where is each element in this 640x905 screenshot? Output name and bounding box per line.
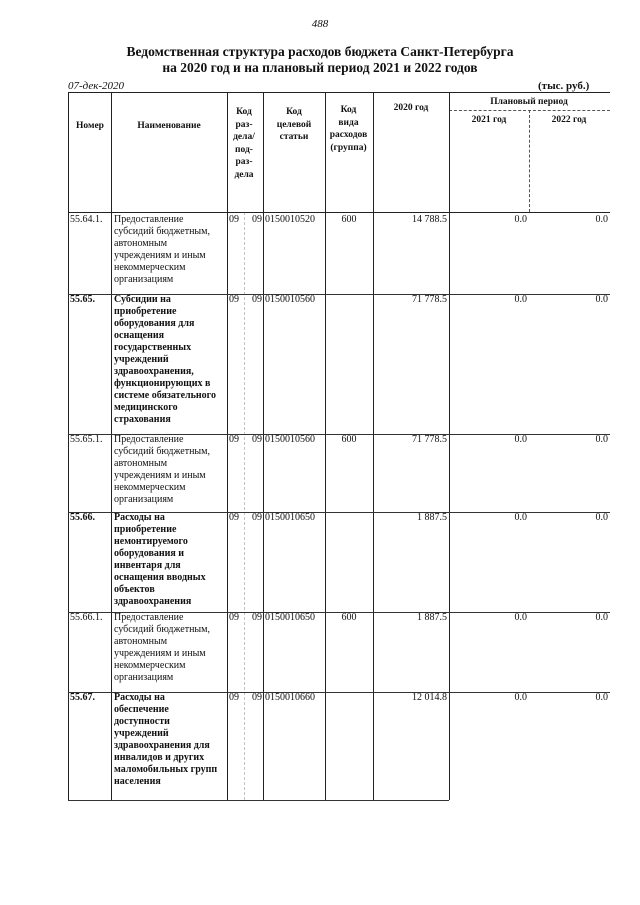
row-target: 0150010560 [265,294,315,305]
row-2021: 0.0 [514,692,527,703]
row-2021: 0.0 [514,214,527,225]
row-number: 55.66.1. [70,612,103,623]
row-name-line: страхования [114,414,171,425]
header-2021: 2021 год [471,115,507,125]
header-section-line: раз- [235,119,253,130]
row-name [114,512,226,608]
header-expense-type-line: вида [338,117,359,128]
header-target-line: Код [286,107,302,117]
page-number: 488 [311,18,329,30]
row-2020: 1 887.5 [417,612,447,623]
row-podrazdel: 09 [252,612,262,623]
header-2022: 2022 год [551,115,587,125]
row-name-line: Расходы на [114,692,165,703]
row-number: 55.66. [70,512,95,523]
row-name [114,612,226,684]
row-target: 0150010560 [265,434,315,445]
row-2020: 71 778.5 [412,434,447,445]
row-name-line: приобретение [114,524,177,535]
row-name-line: Субсидии на [114,294,171,305]
row-name-line: субсидий бюджетным, [114,226,210,237]
table-border [68,92,610,93]
header-expense-type [325,104,372,154]
page-title [0,44,640,76]
row-name-line: приобретение [114,306,177,317]
table-border [263,92,264,800]
budget-table [68,92,610,800]
row-name [114,692,226,788]
row-razdel: 09 [229,512,239,523]
header-section-line: Код [236,107,252,117]
header-target-line: статьи [279,132,309,142]
table-border [111,92,112,800]
table-border [529,110,530,212]
row-name [114,434,226,506]
row-name [114,214,226,286]
row-name-line: медицинского [114,402,178,413]
row-razdel: 09 [229,612,239,623]
row-name-line: здравоохранения для [114,740,210,751]
row-2022: 0.0 [595,214,608,225]
row-name-line: населения [114,776,161,787]
row-razdel: 09 [229,692,239,703]
row-name-line: учреждениям и иным [114,250,206,261]
header-2020: 2020 год [393,103,429,113]
table-border [227,92,228,800]
row-expense-type: 600 [341,214,357,225]
header-section-line: под- [235,144,253,155]
row-name-line: Предоставление [114,612,184,623]
row-2022: 0.0 [595,692,608,703]
row-name-line: автономным [114,458,168,469]
row-razdel: 09 [229,294,239,305]
row-2021: 0.0 [514,612,527,623]
row-name-line: оборудования для [114,318,195,329]
header-expense-type-line: (группа) [330,142,367,153]
row-name [114,294,226,426]
row-name-line: инвентаря для [114,560,181,571]
row-2022: 0.0 [595,434,608,445]
row-name-line: оснащения [114,330,165,341]
header-section-line: раз- [235,157,253,167]
row-expense-type: 600 [341,434,357,445]
row-name-line: субсидий бюджетным, [114,446,210,457]
row-podrazdel: 09 [252,214,262,225]
row-target: 0150010660 [265,692,315,703]
row-name-line: доступности [114,716,170,727]
row-2022: 0.0 [595,294,608,305]
table-border [68,92,69,800]
row-name-line: организациям [114,672,174,683]
row-name-line: Предоставление [114,434,184,445]
row-2020: 1 887.5 [417,512,447,523]
row-number: 55.65.1. [70,434,103,445]
row-expense-type: 600 [341,612,357,623]
row-2022: 0.0 [595,512,608,523]
table-border [244,212,245,800]
row-2021: 0.0 [514,512,527,523]
header-target-line: целевой [276,119,312,130]
row-name-line: государственных [114,342,192,353]
row-razdel: 09 [229,214,239,225]
row-name-line: инвалидов и других [114,752,205,763]
row-name-line: здравоохранения, [114,366,194,377]
header-section [227,106,261,181]
row-name-line: здравоохранения [114,596,192,607]
row-podrazdel: 09 [252,512,262,523]
row-target: 0150010650 [265,612,315,623]
row-name-line: некоммерческим [114,262,186,273]
header-name: Наименование [137,121,201,131]
table-row-border [68,800,449,801]
header-expense-type-line: расходов [329,130,368,140]
row-name-line: системе обязательного [114,390,216,401]
row-2020: 71 778.5 [412,294,447,305]
row-2020: 12 014.8 [412,692,447,703]
title-line-2: на 2020 год и на плановый период 2021 и 2022 годов [162,60,478,75]
row-name-line: учреждениям и иным [114,470,206,481]
row-number: 55.64.1. [70,214,103,225]
row-name-line: организациям [114,274,174,285]
row-podrazdel: 09 [252,294,262,305]
row-target: 0150010650 [265,512,315,523]
row-2020: 14 788.5 [412,214,447,225]
header-section-line: дела/ [233,132,255,142]
row-name-line: учреждениям и иным [114,648,206,659]
row-name-line: оборудования и [114,548,185,559]
header-planned: Плановый период [490,97,568,107]
header-target [263,106,325,144]
row-name-line: автономным [114,636,168,647]
row-name-line: некоммерческим [114,482,186,493]
row-2022: 0.0 [595,612,608,623]
row-name-line: субсидий бюджетным, [114,624,210,635]
row-name-line: учреждений [114,354,169,365]
row-name-line: маломобильных групп [114,764,218,775]
document-date: 07-дек-2020 [68,80,125,92]
row-number: 55.65. [70,294,95,305]
row-name-line: обеспечение [114,704,169,715]
row-target: 0150010520 [265,214,315,225]
row-name-line: Предоставление [114,214,184,225]
row-number: 55.67. [70,692,95,703]
row-name-line: организациям [114,494,174,505]
row-name-line: объектов [114,584,155,595]
row-podrazdel: 09 [252,434,262,445]
title-line-1: Ведомственная структура расходов бюджета Санкт-Петербурга [126,44,514,59]
header-expense-type-line: Код [340,105,357,115]
row-name-line: функционирующих в [114,378,211,389]
row-name-line: некоммерческим [114,660,186,671]
table-border [68,212,610,213]
row-name-line: автономным [114,238,168,249]
header-section-line: дела [234,169,254,180]
header-number: Номер [76,121,104,131]
row-name-line: учреждений [114,728,169,739]
row-name-line: оснащения вводных [114,572,206,583]
row-podrazdel: 09 [252,692,262,703]
row-2021: 0.0 [514,294,527,305]
row-razdel: 09 [229,434,239,445]
row-2021: 0.0 [514,434,527,445]
units-label: (тыс. руб.) [538,80,590,92]
row-name-line: немонтируемого [114,536,188,547]
table-border [325,92,326,800]
row-name-line: Расходы на [114,512,165,523]
